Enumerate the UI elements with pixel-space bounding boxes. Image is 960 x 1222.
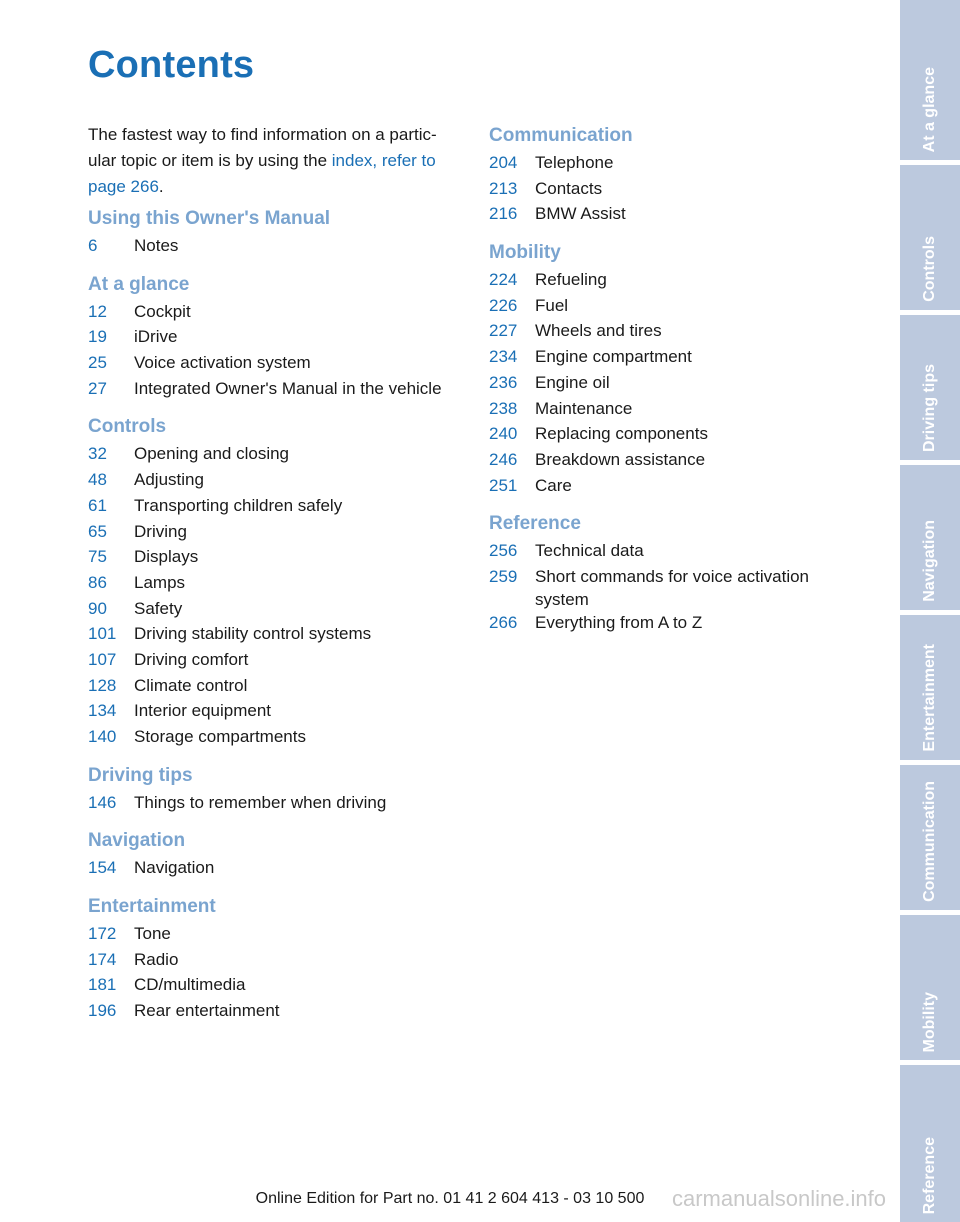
contents-column-right [489,121,864,637]
toc-entry[interactable] [88,791,463,817]
toc-entry-text: iDrive [134,327,178,347]
toc-entry-text: Integrated Owner's Manual in the vehicle [134,378,442,398]
toc-page-number[interactable]: 75 [88,547,107,567]
toc-entry-text: Breakdown assistance [535,449,706,469]
section-navigation [88,826,463,882]
toc-entry[interactable] [88,922,463,948]
toc-page-number[interactable]: 216 [489,204,518,224]
chapter-tab-label: Driving tips [921,363,938,452]
index-link[interactable]: index, refer to [331,151,436,170]
toc-entry[interactable] [88,648,463,674]
toc-entry-text: Wheels and tires [535,321,662,341]
section-mobility [489,238,864,499]
toc-entry[interactable] [88,520,463,546]
toc-page-number[interactable]: 19 [88,327,107,347]
section-title: Entertainment [88,896,216,918]
toc-entry-text: Things to remember when driving [134,792,387,812]
toc-entry-text: Short commands for voice activation system [535,566,810,609]
toc-entry-text: Driving stability control systems [134,624,372,644]
toc-entry[interactable] [88,699,463,725]
toc-entry[interactable] [489,151,864,177]
chapter-tab-mobility[interactable] [900,915,960,1060]
intro-text-2: ular topic or item is by using the [88,151,332,170]
right-sections [489,121,864,637]
toc-entry-text: Lamps [134,572,186,592]
toc-entry-text: CD/multimedia [134,975,246,995]
toc-entry-text: Storage compartments [134,727,306,746]
section-reference [489,509,864,636]
section-using-this-owner-s-manual [88,204,463,260]
toc-entry-text: Notes [134,236,179,255]
toc-entry[interactable] [489,539,864,565]
toc-page-number[interactable]: 224 [489,270,518,290]
toc-page-number[interactable]: 32 [88,444,107,464]
section-title: Mobility [489,242,561,264]
toc-entry[interactable] [489,371,864,397]
section-title: Driving tips [88,764,193,786]
toc-page-number[interactable]: 238 [489,398,518,418]
toc-page-number[interactable]: 146 [88,792,117,812]
toc-entry[interactable] [88,725,463,751]
section-title: Using this Owner's Manual [88,208,331,229]
toc-entry[interactable] [88,597,463,623]
toc-entry[interactable] [489,611,864,637]
toc-entry[interactable] [88,999,463,1025]
toc-entry-text: Maintenance [535,398,633,418]
toc-page-number[interactable]: 234 [489,347,518,367]
toc-entry-text: Contacts [535,178,603,198]
toc-entry[interactable] [489,474,864,500]
toc-page-number[interactable]: 251 [489,475,518,495]
toc-page-number[interactable]: 6 [88,236,98,255]
chapter-tab-label: Controls [921,236,938,302]
toc-page-number[interactable]: 48 [88,470,107,490]
left-sections [88,204,463,1025]
toc-entry[interactable] [88,973,463,999]
toc-entry-text: Refueling [535,270,607,290]
section-title: Controls [88,416,167,438]
watermark: carmanualsonline.info [672,1186,887,1211]
toc-entry-text: Driving comfort [134,649,249,669]
toc-page-number[interactable]: 236 [489,372,518,392]
toc-entry-text: Opening and closing [134,444,290,464]
chapter-tab-label: Navigation [921,520,938,602]
toc-page-number[interactable]: 172 [88,924,117,944]
toc-page-number[interactable]: 256 [489,541,518,561]
chapter-tab-strip [900,0,960,1222]
toc-page-number[interactable]: 174 [88,949,117,969]
page-title: Contents [88,44,255,86]
toc-page-number[interactable]: 259 [489,566,518,586]
toc-entry[interactable] [88,377,463,403]
toc-entry-text: Cockpit [134,301,191,321]
chapter-tab-controls[interactable] [900,165,960,310]
toc-entry[interactable] [88,571,463,597]
chapter-tab-entertainment[interactable] [900,615,960,760]
toc-page-number[interactable]: 27 [88,378,107,398]
toc-entry[interactable] [489,397,864,423]
toc-entry-text: Safety [134,598,183,618]
index-link-page[interactable]: page 266 [88,177,159,196]
toc-entry-text: Interior equipment [134,701,272,721]
toc-page-number[interactable]: 204 [489,153,518,172]
section-driving-tips [88,761,463,817]
toc-entry-text: Displays [134,547,199,567]
chapter-tab-label: Reference [921,1136,938,1214]
toc-entry[interactable] [489,565,864,611]
section-title: Communication [489,125,633,146]
section-at-a-glance [88,270,463,403]
intro-text-1: The fastest way to find information on a partic- [88,125,437,144]
toc-entry[interactable] [489,319,864,345]
toc-page-number[interactable]: 107 [88,649,117,669]
toc-entry[interactable] [88,494,463,520]
toc-entry[interactable] [489,422,864,448]
toc-entry-text: Driving [134,521,187,541]
toc-entry-text: Tone [134,924,171,944]
toc-page-number[interactable]: 181 [88,975,117,995]
chapter-tab-label: Entertainment [921,644,938,752]
toc-entry-text: Fuel [535,295,569,315]
toc-entry[interactable] [88,674,463,700]
toc-entry[interactable] [88,468,463,494]
toc-page-number[interactable]: 240 [489,424,518,444]
toc-entry[interactable] [88,545,463,571]
toc-page-number[interactable]: 246 [489,449,518,469]
chapter-tab-reference[interactable] [900,1065,960,1222]
toc-page-number[interactable]: 226 [489,295,518,315]
toc-entry-text: Everything from A to Z [535,612,703,632]
toc-page-number[interactable]: 101 [88,624,117,644]
toc-page-number[interactable]: 86 [88,572,107,592]
toc-entry[interactable] [88,325,463,351]
toc-entry[interactable] [88,234,463,260]
toc-page-number[interactable]: 61 [88,495,107,515]
toc-entry[interactable] [489,202,864,228]
toc-page-number[interactable]: 12 [88,301,107,321]
toc-entry-text: Rear entertainment [134,1001,280,1021]
toc-entry-text: Care [535,475,572,495]
toc-entry-text: Technical data [535,541,644,561]
toc-page-number[interactable]: 213 [489,178,518,198]
toc-entry-text: Radio [134,949,179,969]
toc-page-number[interactable]: 128 [88,675,117,695]
contents-column-left [88,122,463,1025]
chapter-tab-at-a-glance[interactable] [900,0,960,160]
toc-page-number[interactable]: 266 [489,612,518,632]
toc-page-number[interactable]: 154 [88,858,117,878]
toc-entry-text: Replacing components [535,424,708,444]
section-title: Navigation [88,830,186,852]
section-entertainment [88,892,463,1025]
toc-entry-text: Navigation [134,858,215,878]
toc-entry[interactable] [88,300,463,326]
toc-entry-text: BMW Assist [535,204,626,224]
toc-entry[interactable] [88,856,463,882]
toc-entry[interactable] [88,622,463,648]
toc-page-number[interactable]: 134 [88,701,117,721]
section-communication [489,121,864,228]
chapter-tab-driving-tips[interactable] [900,315,960,460]
chapter-tab-label: Communication [921,781,938,902]
toc-entry[interactable] [88,442,463,468]
section-controls [88,412,463,750]
toc-page-number[interactable]: 196 [88,1001,117,1021]
chapter-tab-navigation[interactable] [900,465,960,610]
intro-period: . [158,177,164,196]
toc-entry-text: Adjusting [134,470,204,490]
footer-edition: Online Edition for Part no. 01 41 2 604 413 - 03 10 500 [255,1190,645,1207]
toc-entry[interactable] [489,345,864,371]
toc-entry-text: Engine oil [535,372,610,392]
section-title: Reference [489,513,581,535]
intro-paragraph [88,122,463,200]
toc-page-number[interactable]: 227 [489,321,518,341]
toc-entry-text: Engine compartment [535,347,692,367]
chapter-tab-label: At a glance [921,66,938,152]
toc-page-number[interactable]: 90 [88,598,107,618]
toc-entry[interactable] [489,448,864,474]
chapter-tab-communication[interactable] [900,765,960,910]
toc-page-number[interactable]: 25 [88,353,107,373]
section-title: At a glance [88,273,190,295]
toc-entry[interactable] [88,948,463,974]
toc-entry-text: Transporting children safely [134,495,343,515]
toc-entry[interactable] [489,268,864,294]
toc-entry-text: Voice activation system [134,353,311,373]
toc-entry-text: Climate control [134,675,248,695]
toc-entry-text: Telephone [535,153,614,172]
chapter-tab-label: Mobility [921,991,938,1052]
toc-page-number[interactable]: 140 [88,727,117,746]
toc-entry[interactable] [489,294,864,320]
toc-entry[interactable] [489,177,864,203]
toc-page-number[interactable]: 65 [88,521,107,541]
toc-entry[interactable] [88,351,463,377]
